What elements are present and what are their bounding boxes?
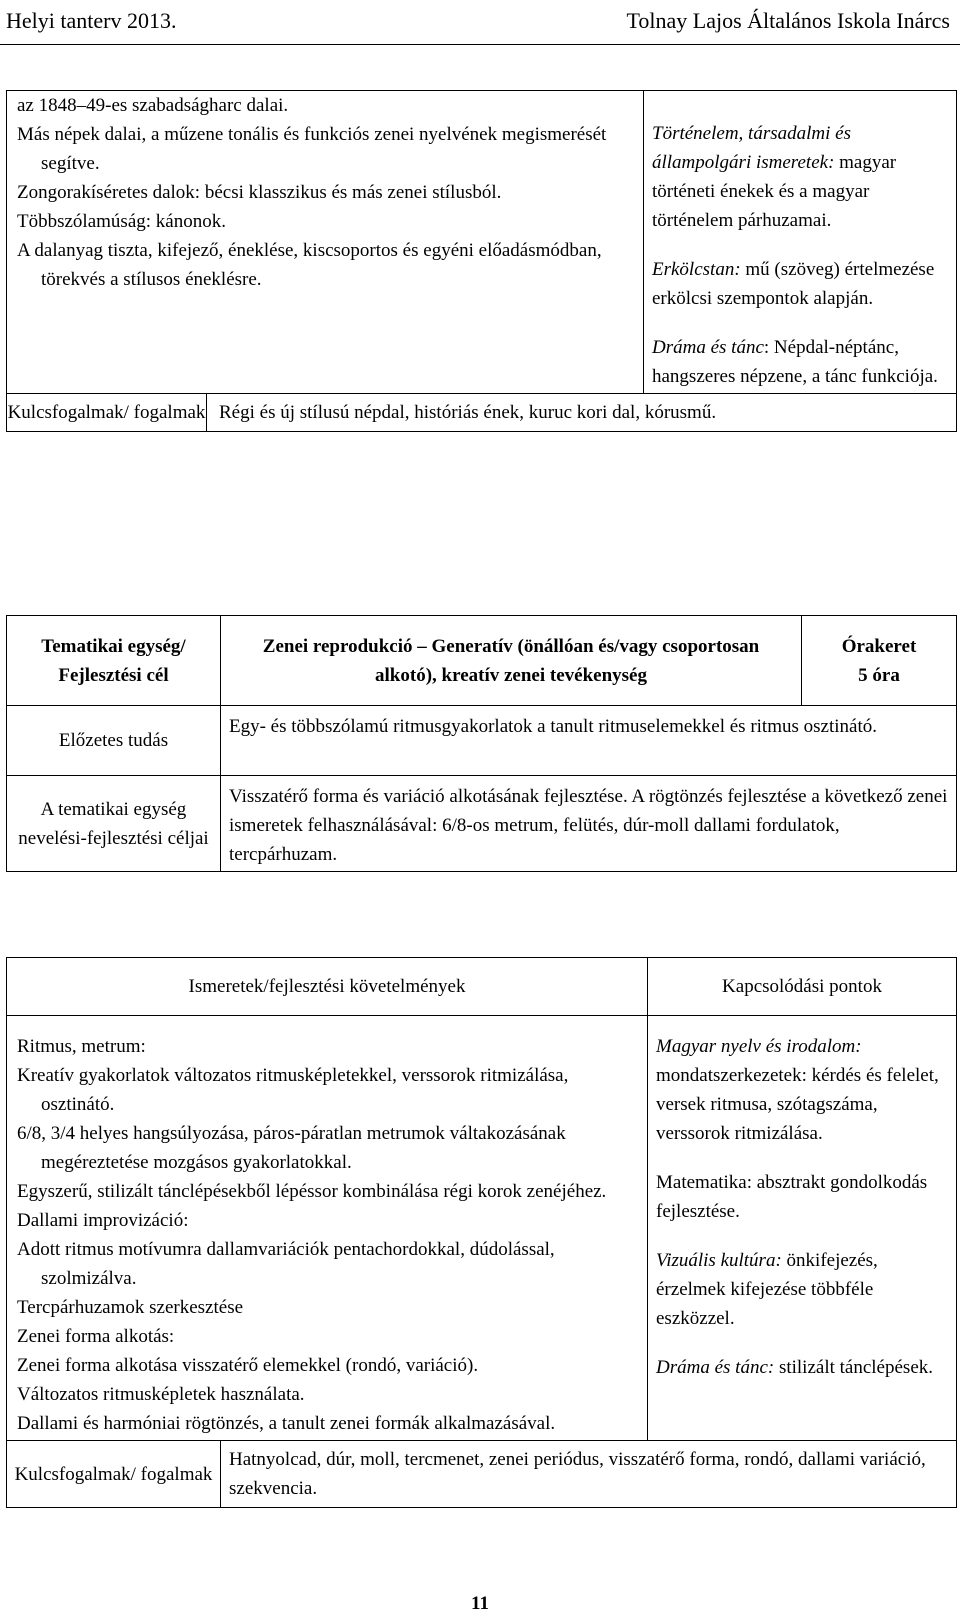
header-left: Helyi tanterv 2013. [6,8,177,33]
connection-drama: Dráma és tánc: stilizált tánclépések. [656,1357,934,1378]
table-requirements [6,957,957,1508]
thematic-unit-title: Zenei reprodukció – Generatív (önállóan és/vagy csoportosan alkotó), kreatív zenei tevékenység [221,616,802,706]
page-header [0,0,960,80]
requirements-header-row [7,958,957,1016]
text-line: Tercpárhuzamok szerkesztése [17,1297,244,1318]
requirements-list [7,1016,648,1441]
requirements-header: Ismeretek/fejlesztési követelmények [7,958,648,1016]
text-line: Dallami és harmóniai rögtönzés, a tanult zenei formák alkalmazásával. [17,1413,556,1434]
goals-text: Visszatérő forma és variáció alkotásának fejlesztése. A rögtönzés fejlesztése a következő zenei ismeretek felhasználásával: 6/8-os metrum, felütés, dúr-moll dallami fordulatok, tercpárhuzam. [221,776,957,872]
text-line: Kreatív gyakorlatok változatos ritmusképletekkel, verssorok ritmizálása, osztinátó. [17,1065,569,1115]
connections-header: Kapcsolódási pontok [648,958,957,1016]
key-concepts-text: Hatnyolcad, dúr, moll, tercmenet, zenei periódus, visszatérő forma, rondó, dallami variáció, szekvencia. [221,1441,957,1508]
key-concepts-row [7,1441,957,1508]
table-continuation [6,90,957,432]
content-row [7,91,957,394]
goals-row [7,776,957,872]
key-concepts-label: Kulcsfogalmak/ fogalmak [7,1441,221,1508]
key-concepts-row [7,394,957,432]
connection-hungarian: Magyar nyelv és irodalom: mondatszerkezetek: kérdés és felelet, versek ritmusa, szótagszáma, verssorok ritmizálása. [656,1036,939,1144]
connection-visual: Vizuális kultúra: önkifejezés, érzelmek kifejezése többféle eszközzel. [656,1250,878,1329]
text-line: az 1848–49-es szabadságharc dalai. [17,95,289,116]
page-number: 11 [471,1593,489,1614]
connections-cell [644,91,957,394]
connection-drama: Dráma és tánc: Népdal-néptánc, hangszeres népzene, a tánc funkciója. [652,337,938,387]
text-line: Zenei forma alkotása visszatérő elemekkel (rondó, variáció). [17,1355,479,1376]
text-line: Más népek dalai, a műzene tonális és funkciós zenei nyelvének megismerését segítve. [17,124,607,174]
text-line: Egyszerű, stilizált tánclépésekből lépéssor kombinálása régi korok zenéjéhez. [17,1181,607,1202]
time-frame: Órakeret 5 óra [802,616,957,706]
connection-ethics: Erkölcstan: mű (szöveg) értelmezése erkölcsi szempontok alapján. [652,259,935,309]
key-concepts-label: Kulcsfogalmak/ fogalmak [7,394,207,432]
text-line: Többszólamúság: kánonok. [17,211,226,232]
text-line: Változatos ritmusképletek használata. [17,1384,305,1405]
prior-knowledge-text: Egy- és többszólamú ritmusgyakorlatok a tanult ritmuselemekkel és ritmus osztinátó. [221,706,957,776]
thematic-unit-label: Tematikai egység/ Fejlesztési cél [7,616,221,706]
table-thematic-unit [6,615,957,872]
thematic-header-row [7,616,957,706]
connection-math: Matematika: absztrakt gondolkodás fejlesztése. [656,1172,928,1222]
text-line: Zenei forma alkotás: [17,1326,175,1347]
text-line: 6/8, 3/4 helyes hangsúlyozása, páros-páratlan metrumok váltakozásának megéreztetése mozgásos gyakorlatokkal. [17,1123,566,1173]
prior-knowledge-label: Előzetes tudás [7,706,221,776]
header-right: Tolnay Lajos Általános Iskola Inárcs [626,8,950,33]
requirements-cell [7,91,644,394]
requirements-content-row [7,1016,957,1441]
text-line: Ritmus, metrum: [17,1036,146,1057]
key-concepts-text: Régi és új stílusú népdal, históriás ének, kuruc kori dal, kórusmű. [207,394,957,432]
text-line: Zongorakíséretes dalok: bécsi klasszikus és más zenei stílusból. [17,182,502,203]
connections-list [648,1016,957,1441]
text-line: Dallami improvizáció: [17,1210,189,1231]
header-rule [0,44,960,45]
prior-knowledge-row [7,706,957,776]
text-line: Adott ritmus motívumra dallamvariációk pentachordokkal, dúdolással, szolmizálva. [17,1239,555,1289]
text-line: A dalanyag tiszta, kifejező, éneklése, kiscsoportos és egyéni előadásmódban, törekvés a stílusos éneklésre. [17,240,602,290]
goals-label: A tematikai egység nevelési-fejlesztési céljai [7,776,221,872]
connection-history: Történelem, társadalmi és állampolgári ismeretek: magyar történeti énekek és a magyar történelem párhuzamai. [652,123,897,231]
